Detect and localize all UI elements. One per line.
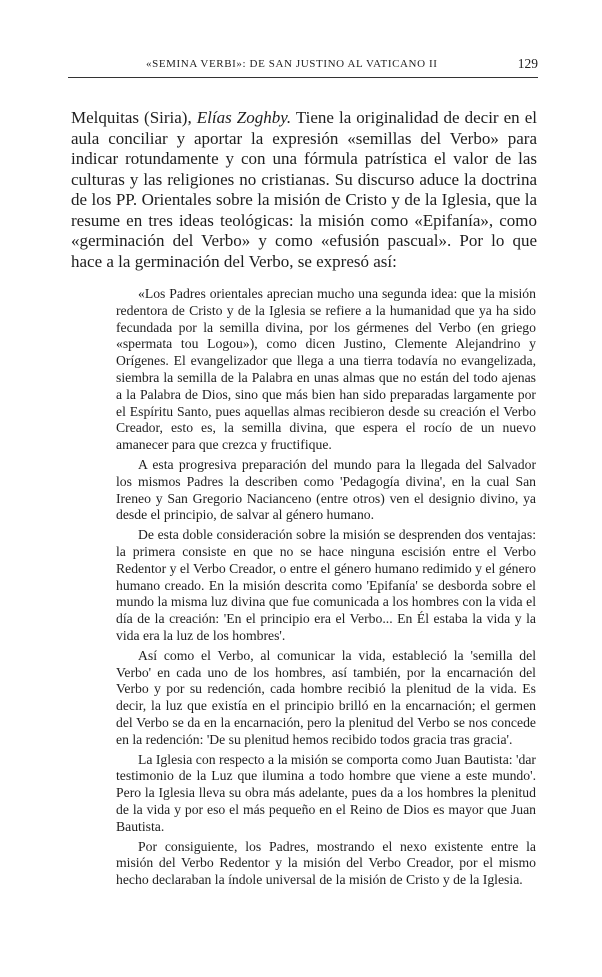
quote-paragraph: «Los Padres orientales aprecian mucho una segunda idea: que la misión redentora de Cristo y de la Iglesia se refiere a la humanidad que ya ha sido fecundada por la semilla divina, por los gérmenes del Verbo (en griego «spermata tou Logou»), como dicen Justino, Clemente Alejandrino y Orígenes. El evangelizador que llega a una tierra todavía no evangelizada, siembra la semilla de la Palabra en unas almas que no están del todo ajenas a la Palabra de Dios, sino que más bien han sido preparadas largamente por el Espíritu Santo, pues aquellas almas recibieron desde su creación el Verbo Creador, esto es, la semilla divina, que espera el rocío de un nuevo amanecer para que crezca y fructifique. [116, 286, 536, 453]
page-header [68, 56, 538, 76]
block-quote [116, 286, 536, 892]
quote-paragraph: A esta progresiva preparación del mundo para la llegada del Salvador los mismos Padres la describen como 'Pedagogía divina', en la cual San Ireneo y San Gregorio Nacianceno (entre otros) ven el designio divino, ya desde el principio, de salvar al género humano. [116, 456, 536, 523]
quote-paragraph: Por consiguiente, los Padres, mostrando el nexo existente entre la misión del Verbo Redentor y la misión del Verbo Creador, por el mismo hecho declaraban la índole universal de la misión de Cristo y de la Iglesia. [116, 838, 536, 888]
header-rule [68, 77, 538, 78]
body-paragraph [71, 108, 537, 272]
body-text-rest: Tiene la originalidad de decir en el aula conciliar y aportar la expresión «semillas del Verbo» para indicar rotundamente y con una fórmula patrística el valor de las culturas y las religiones no cristianas. Su discurso aduce la doctrina de los PP. Orientales sobre la misión de Cristo y de la Iglesia, que la resume en tres ideas teológicas: la misión como «Epifanía», como «germinación del Verbo» y como «efusión pascual». Por lo que hace a la germinación del Verbo, se expresó así: [71, 108, 537, 271]
quote-paragraph: Así como el Verbo, al comunicar la vida, estableció la 'semilla del Verbo' en cada uno de los hombres, así también, por la encarnación del Verbo y por su redención, cada hombre recibió la plenitud de la vida. Es decir, la luz que existía en el principio brilló en la encarnación; el germen del Verbo se da en la encarnación, pero la plenitud del Verbo se nos concede en la redención: 'De su plenitud hemos recibido todos gracia tras gracia'. [116, 647, 536, 747]
author-name: Elías Zoghby. [196, 108, 292, 127]
page-number: 129 [517, 56, 538, 71]
running-head: «SEMINA VERBI»: DE SAN JUSTINO AL VATICANO II [146, 58, 438, 70]
quote-paragraph: De esta doble consideración sobre la misión se desprenden dos ventajas: la primera consiste en que no se hace ninguna escisión entre el Verbo Redentor y el Verbo Creador, o entre el género humano redimido y el género humano creado. En la misión descrita como 'Epifanía' se desborda sobre el mundo la misma luz divina que fue comunicada a los hombres con la vida el día de la creación: 'En el principio era el Verbo... En Él estaba la vida y la vida era la luz de los hombres'. [116, 527, 536, 643]
quote-paragraph: La Iglesia con respecto a la misión se comporta como Juan Bautista: 'dar testimonio de la Luz que ilumina a todo hombre que viene a este mundo'. Pero la Iglesia lleva su obra más adelante, pues da a los hombres la plenitud de la vida y por eso el más pequeño en el Reino de Dios es mayor que Juan Bautista. [116, 751, 536, 834]
body-text-start: Melquitas (Siria), [71, 108, 197, 127]
